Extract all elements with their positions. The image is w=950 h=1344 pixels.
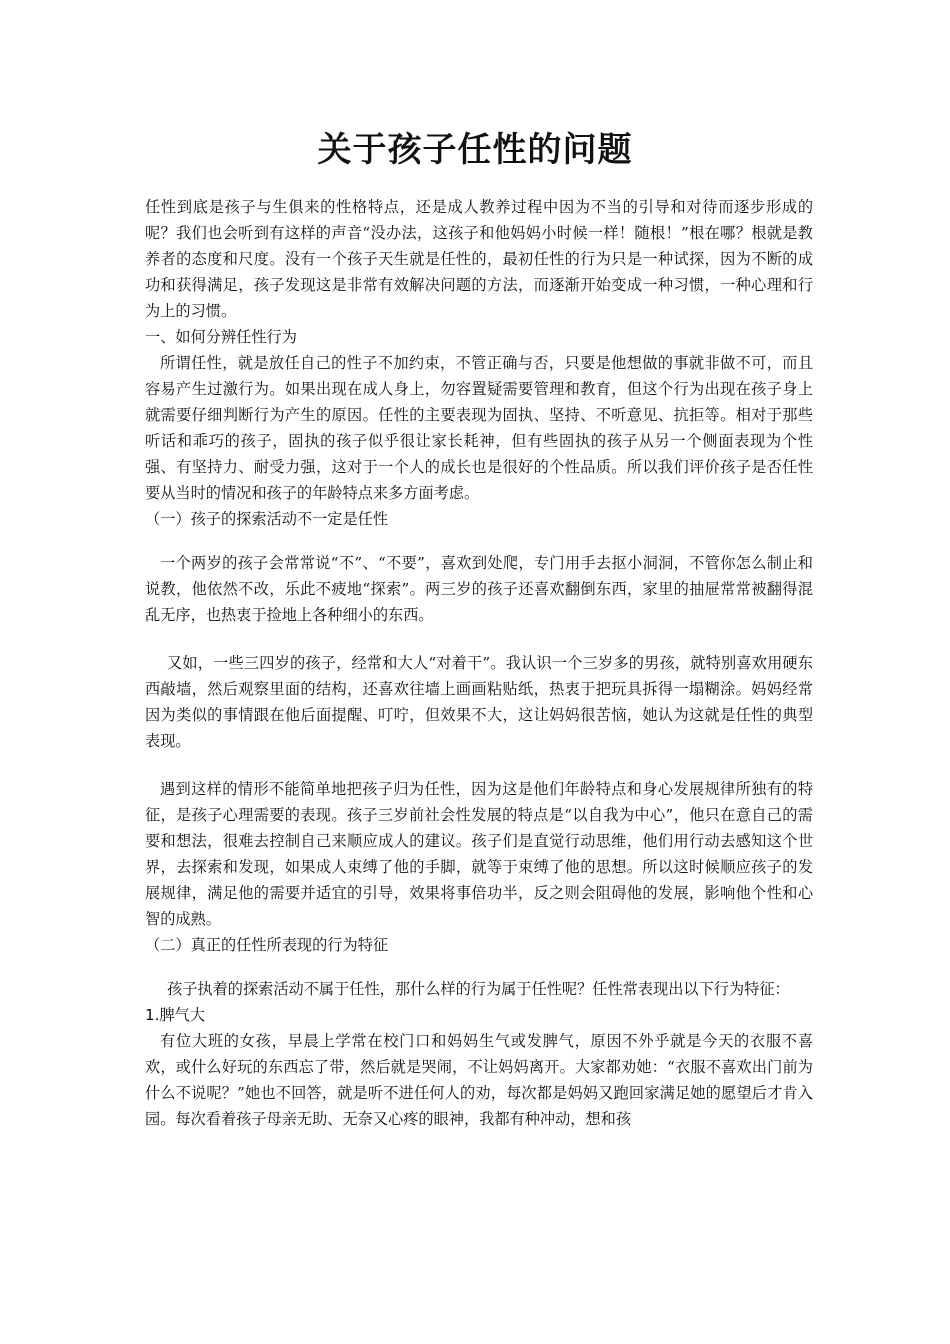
section-1-paragraph: 所谓任性，就是放任自己的性子不加约束，不管正确与否，只要是他想做的事就非做不可，而且容易产生过激行为。如果出现在成人身上，勿容置疑需要管理和教育，但这个行为出现在孩子身上就需要仔细判断行为产生的原因。任性的主要表现为固执、坚持、不听意见、抗拒等。相对于那些听话和乖巧的孩子，固执的孩子似乎很让家长耗神，但有些固执的孩子从另一个侧面表现为个性强、有坚持力、耐受力强，这对于一个人的成长也是很好的个性品质。所以我们评价孩子是否任性要从当时的情况和孩子的年龄特点来多方面考虑。	[145, 354, 813, 502]
section-heading-1: 一、如何分辨任性行为	[145, 328, 297, 346]
subsection-heading-2: （二）真正的任性所表现的行为特征	[145, 936, 388, 954]
page-title: 关于孩子任性的问题	[317, 130, 633, 170]
subsection-1-paragraph-2: 又如，一些三四岁的孩子，经常和大人“对着干”。我认识一个三岁多的男孩，就特别喜欢用硬东西敲墙，然后观察里面的结构，还喜欢往墙上画画粘贴纸，热衷于把玩具拆得一塌糊涂。妈妈经常因为类似的事情跟在他后面提醒、叮咛，但效果不大，这让妈妈很苦恼，她认为这就是任性的典型表现。	[145, 654, 813, 750]
list-item-paragraph-1: 有位大班的女孩，早晨上学常在校门口和妈妈生气或发脾气，原因不外乎就是今天的衣服不喜欢，或什么好玩的东西忘了带，然后就是哭闹，不让妈妈离开。大家都劝她：“衣服不喜欢出门前为什么不说呢？”她也不回答，就是听不进任何人的劝，每次都是妈妈又跑回家满足她的愿望后才肯入园。每次看着孩子母亲无助、无奈又心疼的眼神，我都有种冲动，想和孩	[145, 1032, 813, 1128]
subsection-heading-1: （一）孩子的探索活动不一定是任性	[145, 510, 388, 528]
intro-paragraph: 任性到底是孩子与生俱来的性格特点，还是成人教养过程中因为不当的引导和对待而逐步形成的呢？我们也会听到有这样的声音“没办法，这孩子和他妈妈小时候一样！随根！”根在哪？根就是教养者的态度和尺度。没有一个孩子天生就是任性的，最初任性的行为只是一种试探，因为不断的成功和获得满足，孩子发现这是非常有效解决问题的方法，而逐渐开始变成一种习惯，一种心理和行为上的习惯。	[145, 198, 813, 320]
list-item-title-1: 1.脾气大	[145, 1006, 206, 1024]
subsection-2-paragraph-1: 孩子执着的探索活动不属于任性，那什么样的行为属于任性呢？任性常表现出以下行为特征：	[167, 980, 790, 998]
subsection-1-paragraph-1: 一个两岁的孩子会常常说“不”、“不要”，喜欢到处爬，专门用手去抠小洞洞，不管你怎么制止和说教，他依然不改，乐此不疲地“探索”。两三岁的孩子还喜欢翻倒东西，家里的抽屉常常被翻得混乱无序，也热衷于捡地上各种细小的东西。	[145, 554, 813, 624]
subsection-1-paragraph-3: 遇到这样的情形不能简单地把孩子归为任性，因为这是他们年龄特点和身心发展规律所独有的特征，是孩子心理需要的表现。孩子三岁前社会性发展的特点是“以自我为中心”，他只在意自己的需要和想法，很难去控制自己来顺应成人的建议。孩子们是直觉行动思维，他们用行动去感知这个世界，去探索和发现，如果成人束缚了他的手脚，就等于束缚了他的思想。所以这时候顺应孩子的发展规律，满足他的需要并适宜的引导，效果将事倍功半，反之则会阻碍他的发展，影响他个性和心智的成熟。	[145, 780, 813, 928]
document-body	[145, 194, 813, 1132]
